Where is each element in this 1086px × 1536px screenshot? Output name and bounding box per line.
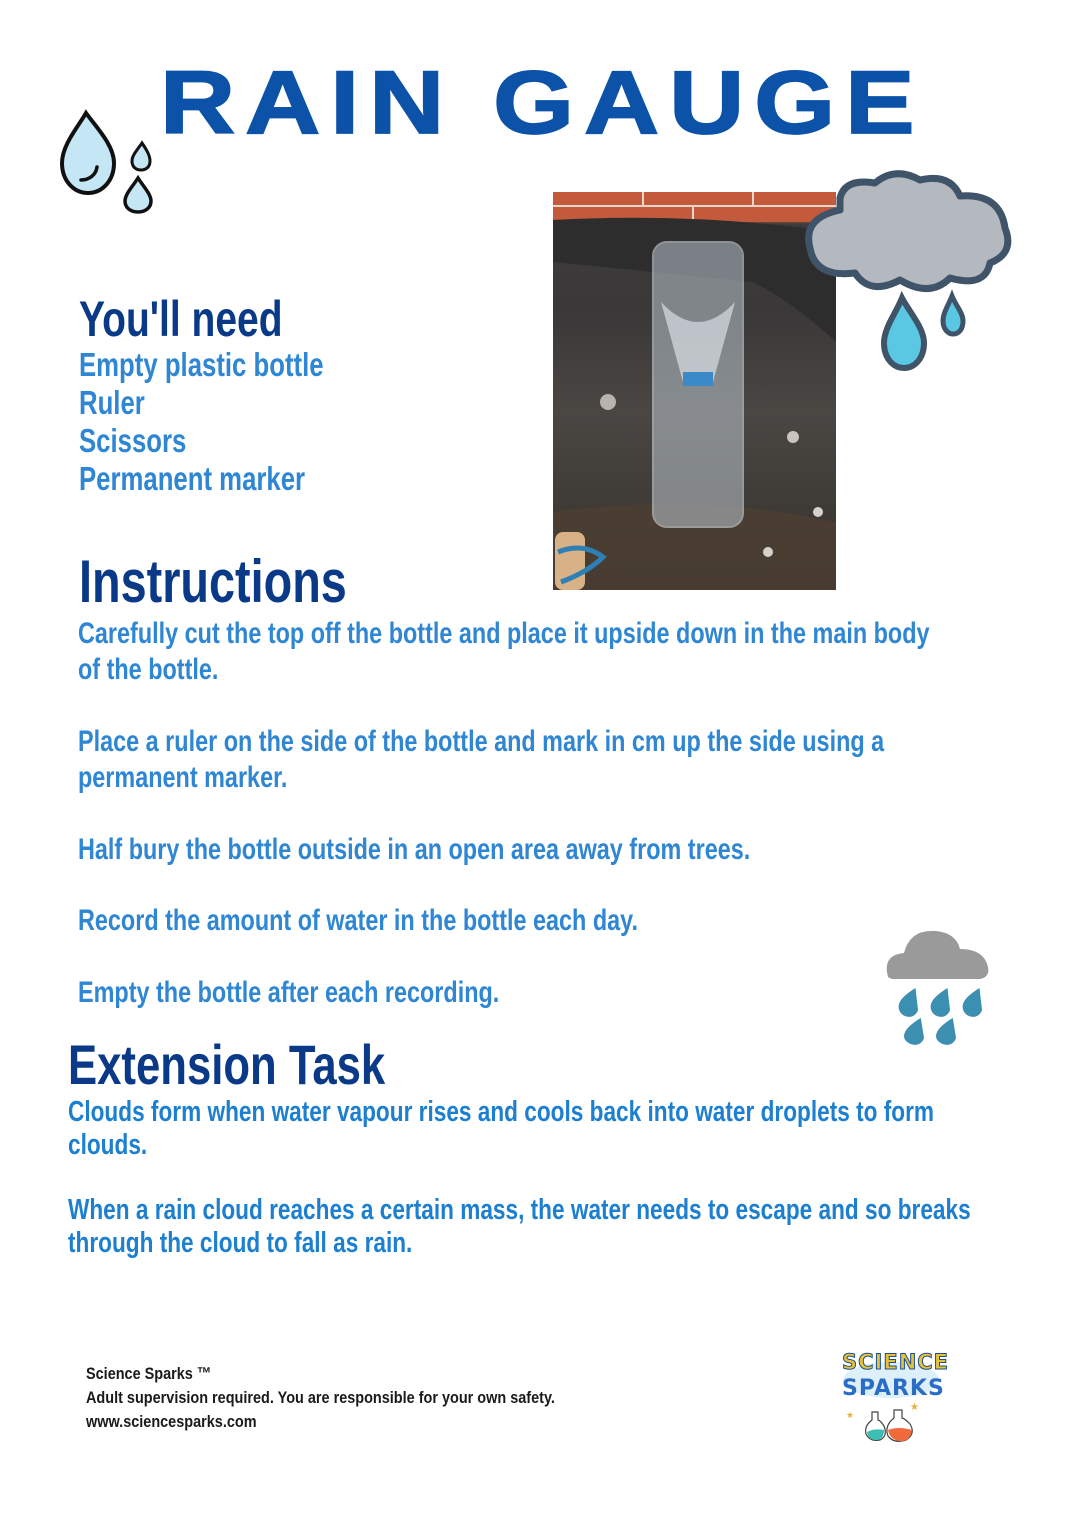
- water-drops-icon: [56, 105, 156, 215]
- step-line: Half bury the bottle outside in an open area away from trees.: [78, 833, 751, 866]
- list-item-text: Empty plastic bottle: [79, 346, 324, 383]
- youll-need-heading-text: You'll need: [79, 291, 283, 347]
- footer-brand: Science Sparks ™: [86, 1364, 212, 1383]
- svg-text:★: ★: [910, 1402, 919, 1413]
- paragraph-line: through the cloud to fall as rain.: [68, 1227, 413, 1259]
- step-line: Empty the bottle after each recording.: [78, 976, 500, 1009]
- list-item-text: Scissors: [79, 422, 187, 459]
- instruction-step-5: [78, 975, 618, 1011]
- step-line: of the bottle.: [78, 653, 219, 686]
- step-line: permanent marker.: [78, 761, 288, 794]
- photo-illustration: [553, 192, 836, 590]
- rain-cloud-icon: [880, 925, 992, 1045]
- list-item: [79, 384, 393, 422]
- svg-text:★: ★: [846, 1410, 855, 1420]
- instructions-heading-text: Instructions: [79, 548, 347, 615]
- list-item-text: Permanent marker: [79, 460, 306, 497]
- instruction-step-3: [78, 832, 940, 868]
- extension-heading: [68, 1035, 475, 1095]
- instruction-step-4: [78, 903, 796, 939]
- instruction-step-2: [78, 724, 1086, 796]
- instruction-step-1: [78, 616, 1086, 688]
- instructions-heading: [79, 550, 422, 614]
- footer-disclaimer: Adult supervision required. You are responsible for your own safety.: [86, 1388, 555, 1407]
- science-sparks-logo: [836, 1350, 950, 1445]
- rain-cloud-outline-icon: [800, 168, 1025, 383]
- materials-list: [79, 346, 393, 498]
- logo-line-2: SPARKS: [842, 1376, 945, 1401]
- page-title: RAIN GAUGE: [160, 52, 925, 153]
- step-line: Carefully cut the top off the bottle and place it upside down in the main body: [78, 617, 930, 650]
- list-item-text: Ruler: [79, 384, 145, 421]
- paragraph-line: Clouds form when water vapour rises and cools back into water droplets to form: [68, 1096, 935, 1128]
- list-item: [79, 346, 393, 384]
- logo-line-1: SCIENCE: [842, 1350, 950, 1374]
- youll-need-heading: [79, 292, 340, 346]
- list-item: [79, 460, 393, 498]
- extension-heading-text: Extension Task: [68, 1033, 386, 1096]
- rain-gauge-photo: [553, 192, 836, 590]
- list-item: [79, 422, 393, 460]
- step-line: Place a ruler on the side of the bottle and mark in cm up the side using a: [78, 725, 885, 758]
- step-line: Record the amount of water in the bottle each day.: [78, 904, 638, 937]
- extension-paragraph-1: [68, 1096, 1086, 1162]
- paragraph-line: clouds.: [68, 1129, 148, 1161]
- footer: [86, 1362, 638, 1434]
- extension-paragraph-2: [68, 1194, 1086, 1260]
- footer-url[interactable]: www.sciencesparks.com: [86, 1412, 257, 1431]
- paragraph-line: When a rain cloud reaches a certain mass, the water needs to escape and so breaks: [68, 1194, 971, 1226]
